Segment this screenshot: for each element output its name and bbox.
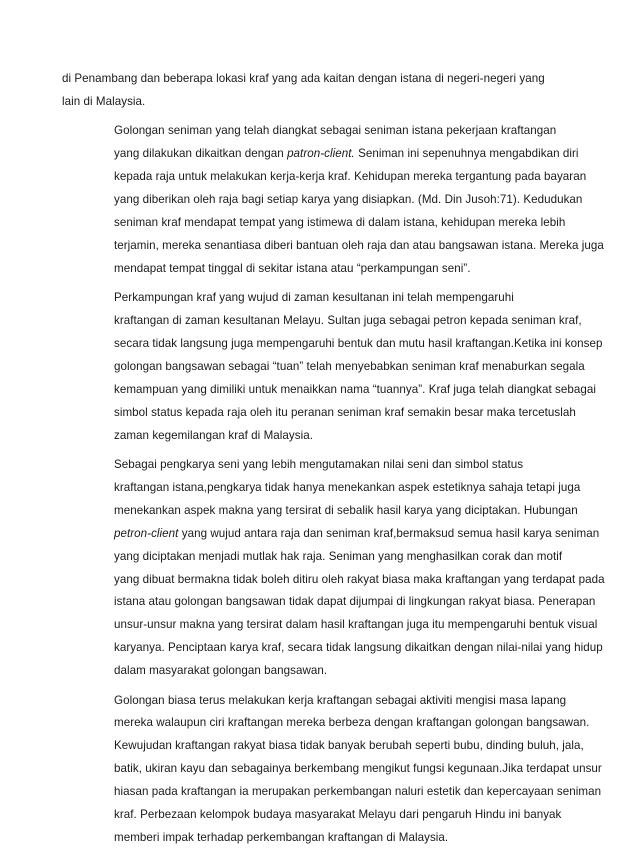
text-line [62,690,572,713]
text-line [62,546,572,569]
text-run: terjamin, mereka senantiasa diberi bantuan oleh raja dan atau bangsawan istana. Mereka juga [114,238,604,252]
text-line [62,143,579,166]
text-line [62,804,572,827]
text-run: unsur-unsur makna yang tersirat dalam hasil kraftangan juga itu mempengaruhi bentuk visual [114,618,598,632]
text-line [62,614,598,637]
text-line [62,212,572,235]
text-run: Perkampungan kraf yang wujud di zaman kesultanan ini telah mempengaruhi [114,291,514,305]
text-line [62,660,572,683]
text-run: batik, ukiran kayu dan sebagainya berkembang mengikut fungsi kegunaan.Jika terdapat unsur [114,762,602,776]
text-line [62,735,584,758]
text-line [62,569,605,592]
text-line [62,235,604,258]
text-run: hiasan pada kraftangan ia merupakan perkembangan naluri estetik dan kepercayaan seniman [114,785,602,799]
text-run: kepada raja untuk melakukan kerja-kerja kraf. Kehidupan mereka tergantung pada bayaran [114,170,587,184]
text-line [62,523,600,546]
text-run: kraf. Perbezaan kelompok budaya masyarakat Melayu dari pengaruh Hindu ini banyak [114,808,562,822]
text-line [62,637,603,660]
text-line [62,258,572,281]
text-run: seniman kraf mendapat tempat yang istimewa di dalam istana, kehidupan mereka lebih [114,215,566,229]
text-run: di Penambang dan beberapa lokasi kraf yang ada kaitan dengan istana di negeri-negeri yang [62,72,545,85]
text-line [62,68,572,91]
text-run: memberi impak terhadap perkembangan kraftangan di Malaysia. [114,831,449,844]
text-run: yang diberikan oleh raja bagi setiap karya yang disiapkan. (Md. Din Jusoh:71). Kedudukan [114,193,583,207]
text-line [62,91,572,114]
text-run: kemampuan yang dimiliki untuk menaikkan nama “tuannya”. Kraf juga telah diangkat sebagai [114,382,596,396]
text-run: Sebagai pengkarya seni yang lebih mengutamakan nilai seni dan simbol status [114,458,524,471]
text-run: menekankan aspek makna yang tersirat di sebalik hasil karya yang diciptakan. Hubungan [114,503,578,517]
paragraph-4 [62,454,605,683]
text-line [62,379,596,402]
text-run: Kewujudan kraftangan rakyat biasa tidak banyak berubah seperti bubu, dinding buluh, jala, [114,739,584,753]
text-run: yang dibuat bermakna tidak boleh ditiru oleh rakyat biasa maka kraftangan yang terdapat pada [114,572,605,586]
text-run: golongan bangsawan sebagai “tuan” telah menyebabkan seniman kraf menaburkan segala [114,359,585,373]
text-run: yang dilakukan dikaitkan dengan [114,147,288,161]
text-run: istana atau golongan bangsawan tidak dapat dijumpai di lingkungan rakyat biasa. Penerapan [114,595,596,609]
text-run: lain di Malaysia. [62,94,146,108]
text-run: secara tidak langsung juga mempengaruhi bentuk dan mutu hasil kraftangan.Ketika ini konsep [114,336,603,350]
text-line [62,120,572,143]
text-line [62,310,582,333]
text-run: kraftangan di zaman kesultanan Melayu. Sultan juga sebagai petron kepada seniman kraf, [114,314,582,328]
paragraph-1 [62,68,572,114]
text-line [62,477,581,500]
italic-term: patron-client. [287,147,355,161]
text-line [62,591,596,614]
italic-term: petron-client [114,526,179,540]
text-run: yang diciptakan menjadi mutlak hak raja. Seniman yang menghasilkan corak dan motif [114,549,563,563]
text-line [62,758,602,781]
text-line [62,166,587,189]
text-line [62,712,590,735]
text-run: Seniman ini sepenuhnya mengabdikan diri [354,147,579,161]
text-line [62,781,602,804]
text-run: Golongan biasa terus melakukan kerja kraftangan sebagai aktiviti mengisi masa lapang [114,693,567,707]
text-run: zaman kegemilangan kraf di Malaysia. [114,428,313,442]
text-line [62,827,572,850]
document-page [62,68,605,856]
paragraph-3 [62,287,603,447]
text-line [62,402,576,425]
text-run: yang wujud antara raja dan seniman kraf,bermaksud semua hasil karya seniman [178,526,600,540]
text-line [62,333,603,356]
text-line [62,356,585,379]
text-run: mereka walaupun ciri kraftangan mereka berbeza dengan kraftangan golongan bangsawan. [114,716,590,730]
paragraph-2 [62,120,604,280]
text-line [62,189,583,212]
text-run: dalam masyarakat golongan bangsawan. [114,664,328,678]
text-run: simbol status kepada raja oleh itu peranan seniman kraf semakin besar maka tercetuslah [114,405,576,419]
text-run: kraftangan istana,pengkarya tidak hanya menekankan aspek estetiknya sahaja tetapi juga [114,480,581,494]
text-run: karyanya. Penciptaan karya kraf, secara tidak langsung dikaitkan dengan nilai-nilai yang hidup [114,641,603,655]
text-line [62,425,572,448]
text-run: mendapat tempat tinggal di sekitar istana atau “perkampungan seni”. [114,261,471,275]
text-line [62,454,572,477]
text-line [62,287,572,310]
text-run: Golongan seniman yang telah diangkat sebagai seniman istana pekerjaan kraftangan [114,124,557,138]
text-line [62,500,578,523]
